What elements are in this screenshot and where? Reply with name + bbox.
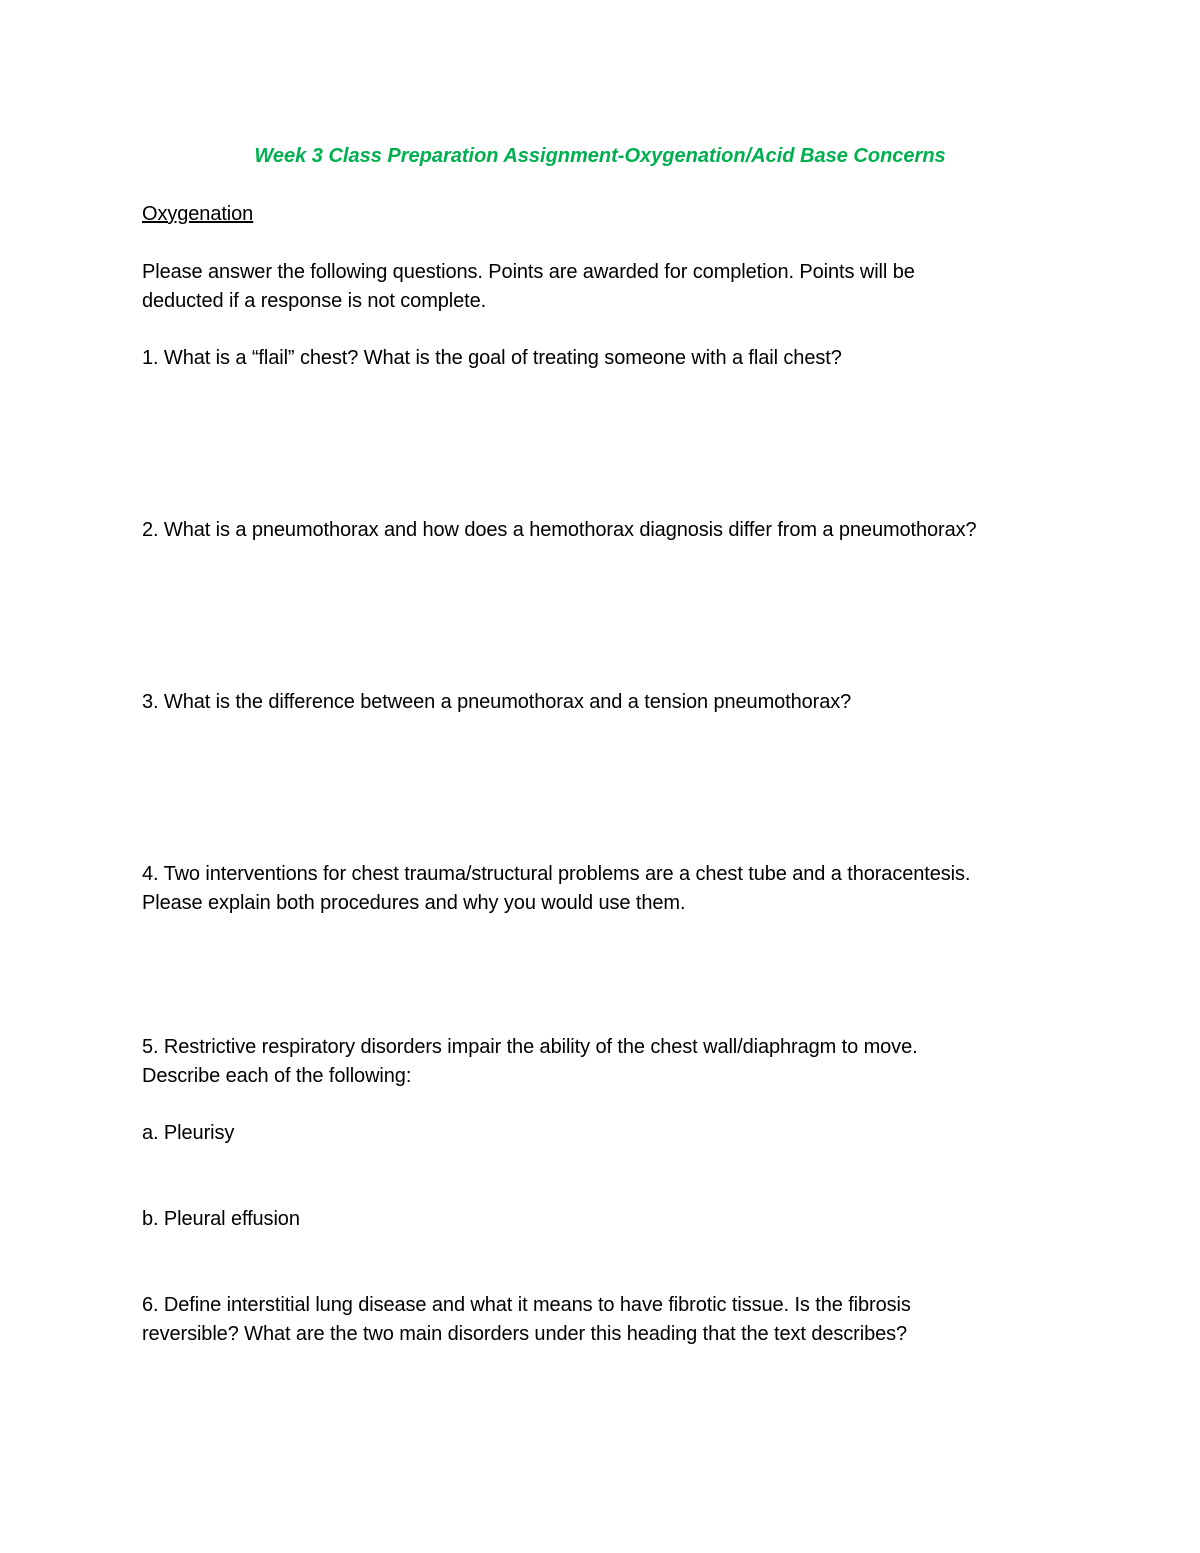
question-5-line-1: 5. Restrictive respiratory disorders impair the ability of the chest wall/diaphragm to move.	[142, 1036, 918, 1058]
question-5-sub-item-b: b. Pleural effusion	[142, 1208, 300, 1230]
question-5-line-2: Describe each of the following:	[142, 1065, 412, 1087]
document-title: Week 3 Class Preparation Assignment-Oxygenation/Acid Base Concerns	[254, 145, 946, 167]
instructions-line-1: Please answer the following questions. Points are awarded for completion. Points will be	[142, 261, 915, 283]
question-6-line-1: 6. Define interstitial lung disease and what it means to have fibrotic tissue. Is the fibrosis	[142, 1294, 911, 1316]
question-5-sub-item-a: a. Pleurisy	[142, 1122, 235, 1144]
question-1: 1. What is a “flail” chest? What is the goal of treating someone with a flail chest?	[142, 347, 842, 369]
question-6-line-2: reversible? What are the two main disorders under this heading that the text describes?	[142, 1323, 908, 1345]
section-heading-oxygenation: Oxygenation	[142, 203, 254, 225]
question-4-line-1: 4. Two interventions for chest trauma/structural problems are a chest tube and a thoracentesis.	[142, 863, 971, 885]
question-4-line-2: Please explain both procedures and why you would use them.	[142, 892, 686, 914]
question-2: 2. What is a pneumothorax and how does a hemothorax diagnosis differ from a pneumothorax?	[142, 519, 977, 541]
instructions-line-2: deducted if a response is not complete.	[142, 290, 487, 312]
question-3: 3. What is the difference between a pneumothorax and a tension pneumothorax?	[142, 691, 852, 713]
